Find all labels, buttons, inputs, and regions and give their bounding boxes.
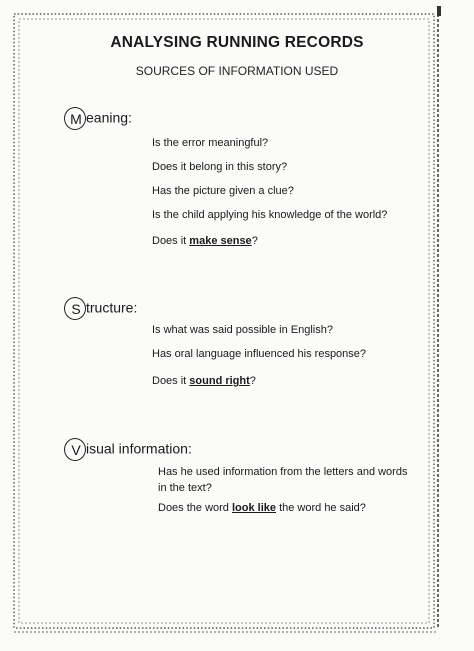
question-item: Does it sound right?: [152, 375, 256, 387]
emphasis-text: make sense: [189, 235, 252, 247]
emphasis-text: sound right: [189, 375, 250, 387]
question-item: Is the child applying his knowledge of the world?: [152, 209, 388, 221]
question-item: Does it make sense?: [152, 235, 258, 247]
question-item: Has he used information from the letters and words in the text?: [158, 466, 408, 494]
question-item: Has oral language influenced his response?: [152, 348, 367, 360]
circled-letter: V: [66, 440, 86, 460]
question-item: Does it belong in this story?: [152, 161, 288, 173]
circled-letter: S: [66, 299, 86, 319]
question-item: Has the picture given a clue?: [152, 185, 294, 197]
document-subtitle: SOURCES OF INFORMATION USED: [135, 64, 339, 78]
document-title: ANALYSING RUNNING RECORDS: [110, 34, 364, 51]
circled-letter: M: [66, 109, 86, 129]
section-heading-structure: S tructure:: [66, 299, 137, 319]
question-item: Does the word look like the word he said?: [158, 502, 366, 514]
section-heading-meaning: M eaning:: [66, 109, 132, 129]
question-item: Is the error meaningful?: [152, 137, 269, 149]
question-item: Is what was said possible in English?: [152, 324, 333, 336]
section-heading-visual-information: V isual information:: [66, 440, 192, 460]
emphasis-text: look like: [231, 502, 277, 514]
